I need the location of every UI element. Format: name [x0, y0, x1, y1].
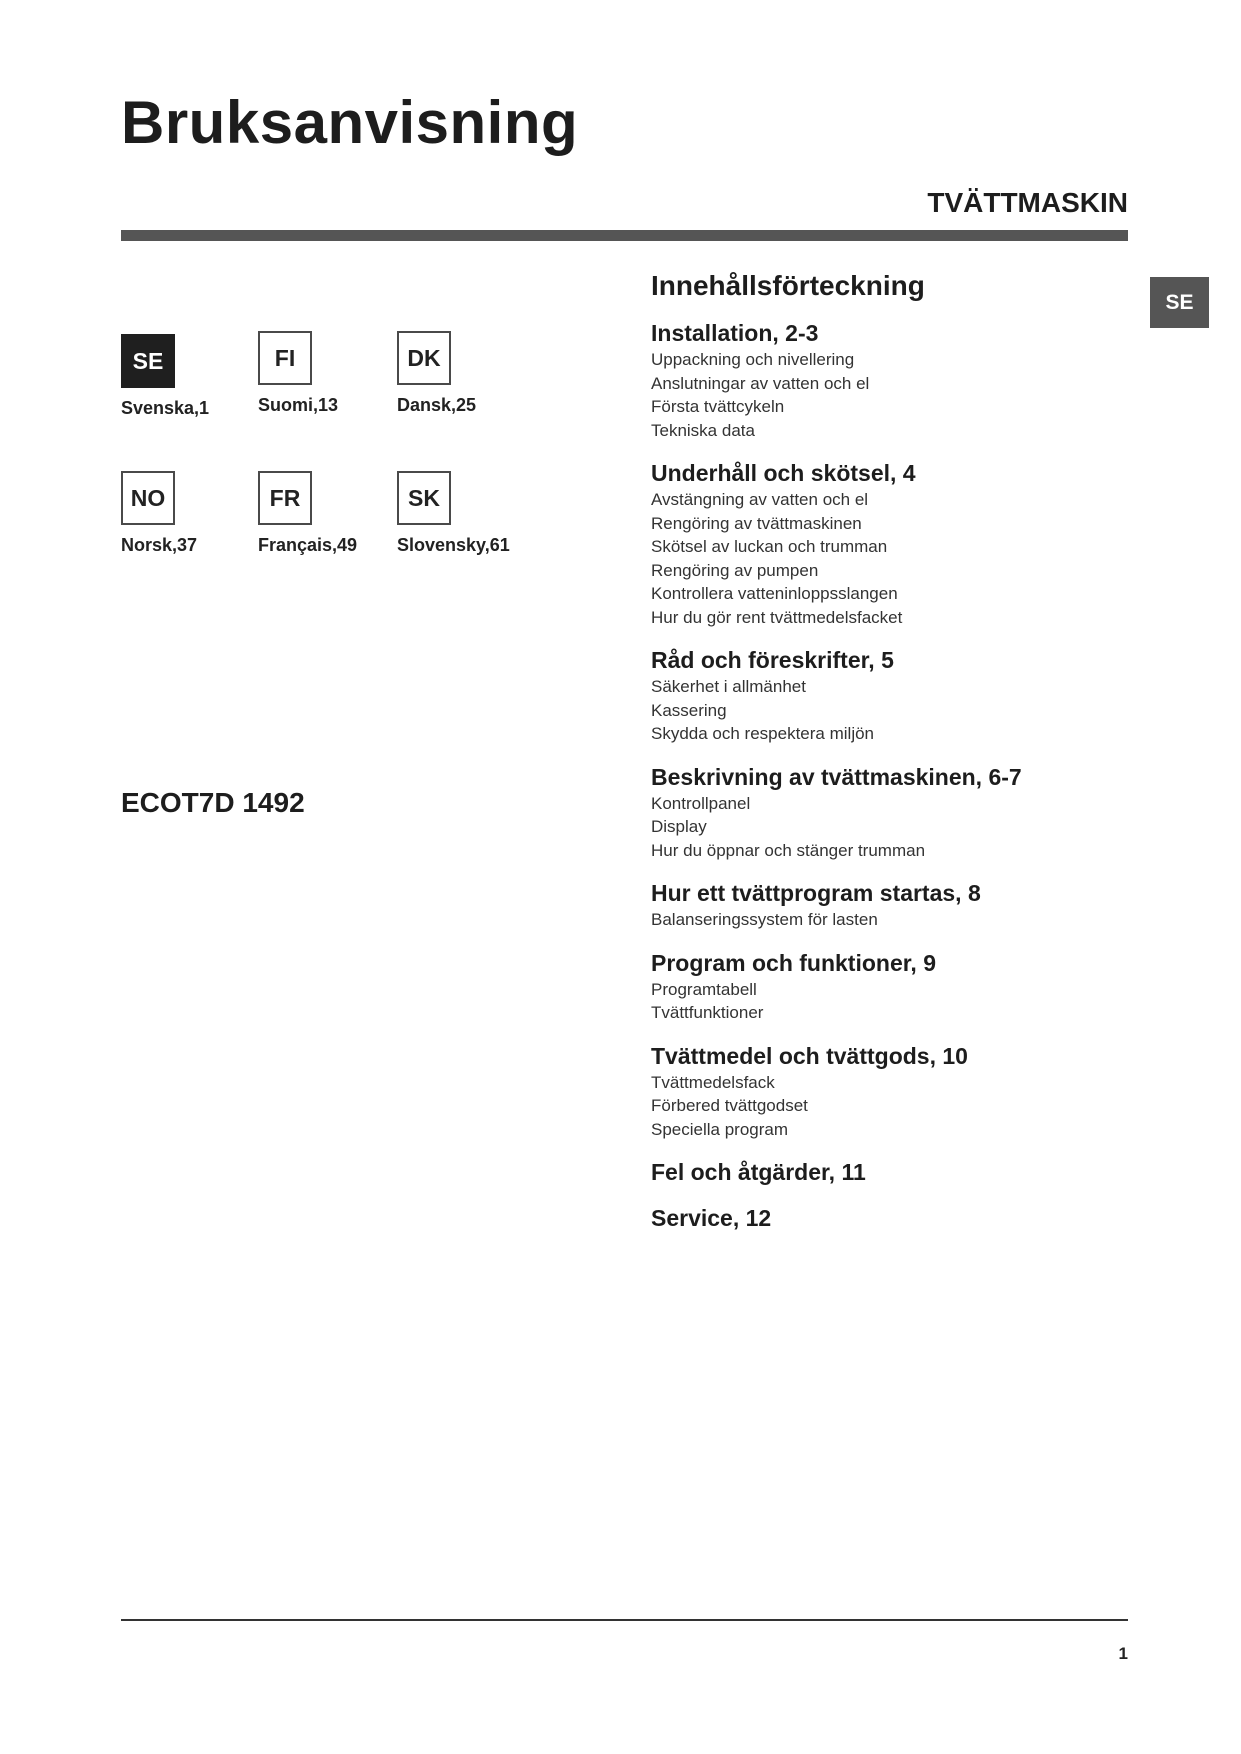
toc-item[interactable]: Förbered tvättgodset [651, 1096, 808, 1115]
toc-section-title[interactable]: Underhåll och skötsel, 4 [651, 460, 916, 486]
language-item-fi[interactable] [258, 331, 398, 416]
toc-section [651, 318, 1151, 442]
model-number: ECOT7D 1492 [121, 787, 305, 818]
language-code-badge: DK [397, 331, 451, 385]
toc-section-title[interactable]: Råd och föreskrifter, 5 [651, 647, 894, 673]
toc-item[interactable]: Skydda och respektera miljön [651, 724, 875, 743]
language-item-sk[interactable] [397, 471, 537, 556]
toc-item[interactable]: Rengöring av tvättmaskinen [651, 513, 862, 533]
toc-section [651, 948, 1151, 1025]
toc-section-title[interactable]: Program och funktioner, 9 [651, 949, 936, 976]
toc-item[interactable]: Anslutningar av vatten och el [651, 373, 870, 393]
language-name: Slovensky,61 [397, 535, 510, 555]
language-code-badge: NO [121, 471, 175, 525]
toc-heading: Innehållsförteckning [651, 270, 925, 301]
language-code-badge: FR [258, 471, 312, 525]
language-item-se[interactable] [121, 334, 261, 419]
toc-item[interactable]: Skötsel av luckan och trumman [651, 537, 888, 556]
toc-section [651, 878, 1151, 932]
toc-section [651, 1203, 1151, 1233]
toc-item[interactable]: Rengöring av pumpen [651, 560, 819, 580]
language-code-badge: SK [397, 471, 451, 525]
toc-item[interactable]: Balanseringssystem för lasten [651, 910, 878, 929]
document-title: Bruksanvisning [121, 89, 579, 156]
toc-section-title[interactable]: Installation, 2-3 [651, 320, 819, 346]
toc-item[interactable]: Säkerhet i allmänhet [651, 677, 806, 696]
toc-section [651, 1157, 1151, 1187]
toc-section-title[interactable]: Beskrivning av tvättmaskinen, 6-7 [651, 763, 1022, 790]
toc-item[interactable]: Kontrollera vatteninloppsslangen [651, 584, 898, 603]
language-name: Dansk,25 [397, 395, 477, 415]
language-code-badge: FI [258, 331, 312, 385]
toc-item[interactable]: Programtabell [651, 979, 757, 999]
toc-item[interactable]: Kontrollpanel [651, 793, 751, 813]
language-side-tab: SE [1150, 277, 1209, 328]
toc-item[interactable]: Tvättmedelsfack [651, 1072, 775, 1092]
toc-section [651, 762, 1151, 863]
language-item-fr[interactable] [258, 471, 398, 556]
toc-section-title[interactable]: Tvättmedel och tvättgods, 10 [651, 1042, 968, 1069]
toc-item[interactable]: Display [651, 817, 707, 836]
toc-item[interactable]: Kassering [651, 700, 727, 720]
header-divider [121, 230, 1128, 241]
language-name: Suomi,13 [258, 395, 339, 415]
toc-item[interactable]: Hur du öppnar och stänger trumman [651, 840, 926, 860]
toc-section [651, 645, 1151, 746]
language-name: Norsk,37 [121, 535, 198, 555]
toc-item[interactable]: Hur du gör rent tvättmedelsfacket [651, 607, 903, 627]
toc-section-title[interactable]: Service, 12 [651, 1205, 772, 1231]
footer-divider [121, 1619, 1128, 1621]
language-code-badge: SE [121, 334, 175, 388]
toc-section-title[interactable]: Fel och åtgärder, 11 [651, 1159, 866, 1185]
toc-section [651, 458, 1151, 629]
toc-item[interactable]: Avstängning av vatten och el [651, 490, 869, 509]
toc-item[interactable]: Speciella program [651, 1119, 789, 1139]
toc-item[interactable]: Tekniska data [651, 420, 755, 440]
page-number: 1 [1118, 1644, 1128, 1663]
language-name: Français,49 [258, 535, 358, 555]
toc-section-title[interactable]: Hur ett tvättprogram startas, 8 [651, 880, 981, 906]
language-name: Svenska,1 [121, 398, 210, 418]
toc-section [651, 1041, 1151, 1142]
toc-item[interactable]: Uppackning och nivellering [651, 350, 855, 369]
toc-item[interactable]: Tvättfunktioner [651, 1003, 764, 1022]
table-of-contents [651, 270, 1151, 1249]
product-type: TVÄTTMASKIN [927, 187, 1128, 218]
toc-item[interactable]: Första tvättcykeln [651, 397, 785, 416]
language-item-no[interactable] [121, 471, 261, 556]
language-item-dk[interactable] [397, 331, 537, 416]
